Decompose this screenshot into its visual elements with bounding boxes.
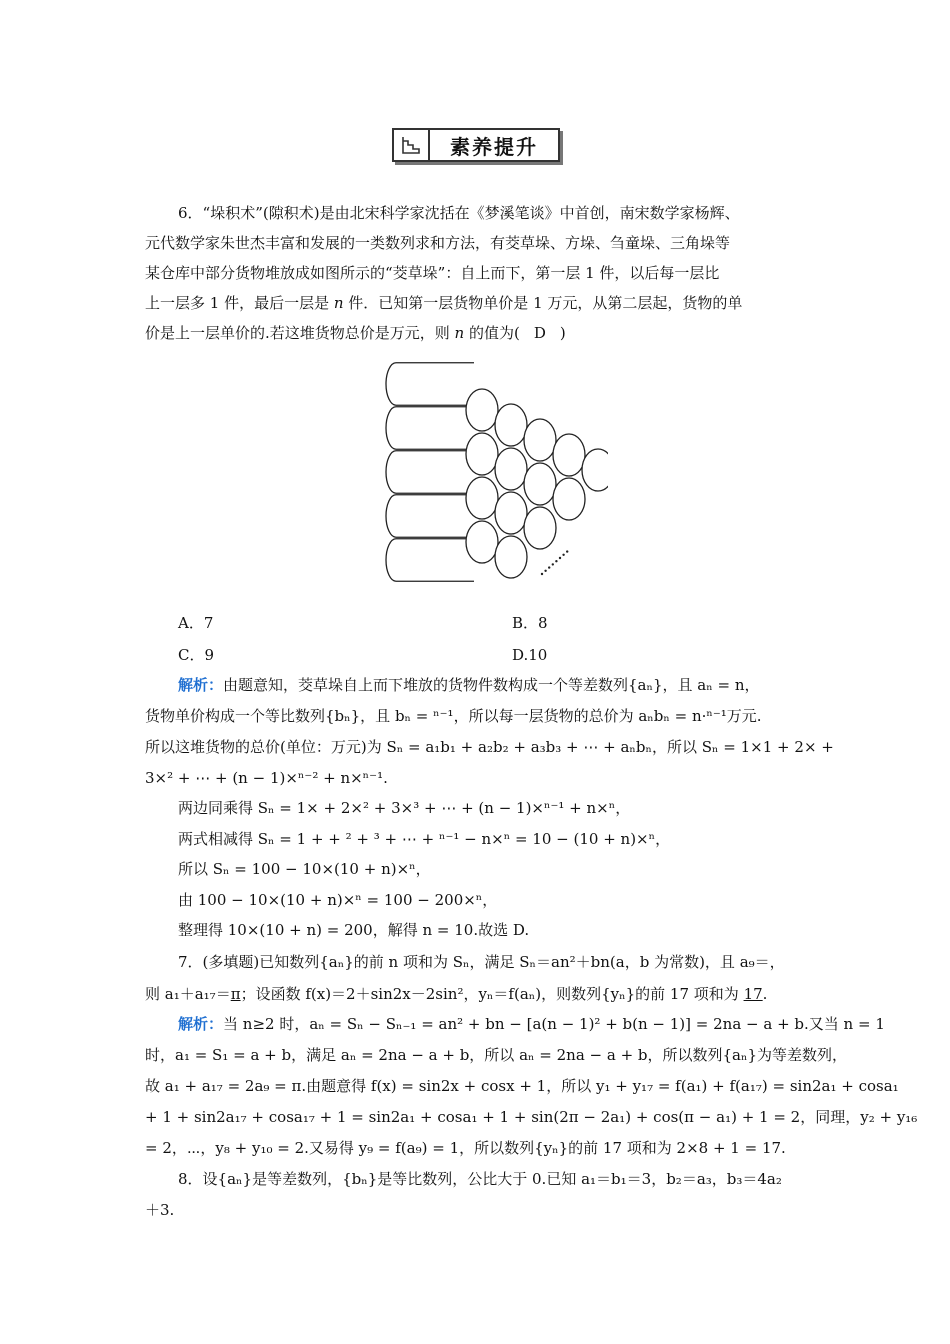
ellipsis-dot [548,566,550,568]
sol7-line-5: = 2，⋯，y₈ + y₁₀ = 2.又易得 y₉ = f(a₉) = 1，所以数列{yₙ}的前 17 项和为 2×8 + 1 = 17. [145,1139,786,1157]
sol6-line-5: 两边同乘得 Sₙ = 1× + 2×² + 3×³ + ⋯ + (n − 1)×ⁿ⁻¹ + n×ⁿ， [178,799,631,817]
sol7-line-3: 故 a₁ + a₁₇ = 2a₉ = π.由题意得 f(x) = sin2x + cosx + 1，所以 y₁ + y₁₇ = f(a₁) + f(a₁₇) = sin2a₁ + cosa₁ [145,1077,899,1095]
log-end [495,536,527,578]
log-end [524,507,556,549]
ellipsis-dot [562,554,564,556]
ellipsis-dot [541,573,543,575]
log-body [386,363,474,406]
sol6-line-2: 货物单价构成一个等比数列{bₙ}，且 bₙ = ⁿ⁻¹，所以每一层货物的总价为 aₙbₙ = n·ⁿ⁻¹万元. [145,707,762,725]
q7-line-2: 则 a₁＋a₁₇＝π；设函数 f(x)＝2＋sin2x－2sin²，yₙ＝f(aₙ)，则数列{yₙ}的前 17 项和为 17. [145,985,768,1003]
log-end [582,449,608,491]
q6-line-1: 6．“垛积术”(隙积术)是由北宋科学家沈括在《梦溪笔谈》中首创，南宋数学家杨辉、 [178,204,740,222]
q7-answer-2: 17 [743,985,763,1003]
option-a: A．7 [178,614,214,632]
sol6-line-7: 所以 Sₙ = 100 − 10×(10 + n)×ⁿ， [178,860,431,878]
option-d: D.10 [512,646,548,664]
log-end [553,434,585,476]
sol6-line-8: 由 100 − 10×(10 + n)×ⁿ = 100 − 200×ⁿ， [178,891,498,909]
q6-line-2: 元代数学家朱世杰丰富和发展的一类数列求和方法，有茭草垛、方垛、刍童垛、三角垛等 [145,234,731,252]
log-end [553,478,585,520]
section-header [392,128,560,162]
sol6-line-3: 所以这堆货物的总价(单位：万元)为 Sₙ = a₁b₁ + a₂b₂ + a₃b₃ + ⋯ + aₙbₙ，所以 Sₙ = 1×1 + 2× + [145,738,834,756]
sol7-line-2: 时，a₁ = S₁ = a + b，满足 aₙ = 2na − a + b，所以 aₙ = 2na − a + b，所以数列{aₙ}为等差数列， [145,1046,848,1064]
q8-line-1: 8．设{aₙ}是等差数列，{bₙ}是等比数列，公比大于 0.已知 a₁＝b₁＝3，b₂＝a₃，b₃＝4a₂ [178,1170,782,1188]
ellipsis-dot [555,560,557,562]
q6-line-3: 某仓库中部分货物堆放成如图所示的“茭草垛”：自上而下，第一层 1 件，以后每一层比 [145,264,720,282]
log-end [466,389,498,431]
log-end [466,433,498,475]
sol6-line-4: 3×² + ⋯ + (n − 1)×ⁿ⁻² + n×ⁿ⁻¹. [145,769,388,787]
q6-answer: D [533,324,546,342]
log-end [495,404,527,446]
ellipsis-dot [566,550,568,552]
option-b: B．8 [512,614,548,632]
log-body [386,451,474,494]
sol6-line-9: 整理得 10×(10 + n) = 200，解得 n = 10.故选 D. [178,921,530,939]
sol6-line-1: 解析：由题意知，茭草垛自上而下堆放的货物件数构成一个等差数列{aₙ}，且 aₙ = n， [178,676,760,694]
q7-line-1: 7．(多填题)已知数列{aₙ}的前 n 项和为 Sₙ，满足 Sₙ＝an²＋bn(a，b 为常数)，且 a₉＝， [178,953,785,971]
log-end [495,492,527,534]
q6-line-4: 上一层多 1 件，最后一层是 n 件．已知第一层货物单价是 1 万元，从第二层起，货物的单 [145,294,743,312]
stacked-logs-figure [378,352,608,582]
option-c: C．9 [178,646,215,664]
log-end [524,419,556,461]
log-end [495,448,527,490]
ellipsis-dot [552,563,554,565]
q6-line-5: 价是上一层单价的.若这堆货物总价是万元，则 n 的值为( D ) [145,324,566,342]
ellipsis-dot [544,570,546,572]
sol6-line-6: 两式相减得 Sₙ = 1 + + ² + ³ + ⋯ + ⁿ⁻¹ − n×ⁿ = 10 − (10 + n)×ⁿ， [178,830,671,848]
log-body [386,495,474,538]
sol7-line-4: + 1 + sin2a₁₇ + cosa₁₇ + 1 = sin2a₁ + cosa₁ + 1 + sin(2π − 2a₁) + cos(π − a₁) + 1 = 2，同理，y₂ + y₁₆ [145,1108,918,1126]
log-body [386,407,474,450]
ellipsis-dot [559,557,561,559]
log-end [524,463,556,505]
section-title: 素养提升 [450,134,538,159]
log-end [466,477,498,519]
sol7-line-1: 解析：当 n≥2 时，aₙ = Sₙ − Sₙ₋₁ = an² + bn − [a(n − 1)² + b(n − 1)] = 2na − a + b.又当 n = 1 [178,1015,885,1033]
log-body [386,539,474,582]
q7-answer-1: π [230,985,241,1003]
log-end [466,521,498,563]
q8-line-2: ＋3. [145,1201,175,1219]
stairs-icon [394,130,430,160]
